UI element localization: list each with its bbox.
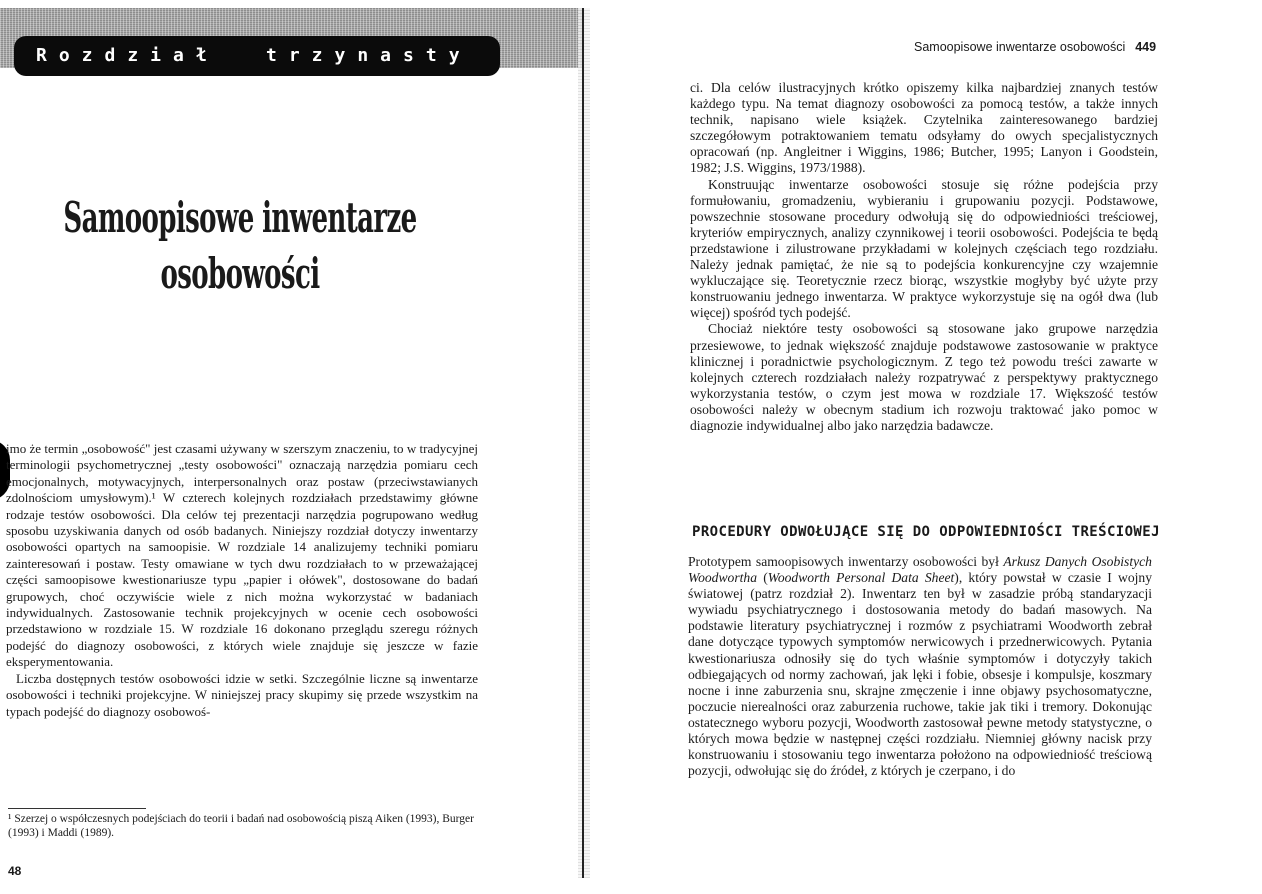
footnote-rule: [8, 808, 146, 809]
chapter-title-line2: osobowości: [160, 249, 320, 298]
chapter-label: Rozdział: [36, 45, 219, 66]
section-body-text: [688, 554, 1152, 779]
right-page-number: 449: [1135, 40, 1157, 54]
right-paragraph: Chociaż niektóre testy osobowości są stosowane jako grupowe narzędzia przesiewowe, to jednak większość znajduje podstawowe zastosowanie w praktyce klinicznej i poradnictwie psychologicznym. Z tego też powodu treści zawarte w kolejnych czterech rozdziałach należy rozpatrywać z perspektywy praktycznego wykorzystania testów, o czym jest mowa w rozdziale 17. Większość testów osobowości należy w obecnym stadium ich rozwoju traktować jako pomoc w diagnozie indywidualnej albo jako narzędzia badawcze.: [690, 321, 1158, 433]
section-text: Prototypem samoopisowych inwentarzy osobowości był: [688, 554, 1004, 569]
chapter-title-line1: Samoopisowe inwentarze: [63, 193, 417, 242]
section-text: (: [757, 570, 768, 586]
italic-title: Arkusz Danych Osobistych Woodwortha: [688, 554, 1152, 586]
left-page: [0, 0, 590, 894]
right-body-text: [690, 80, 1158, 434]
section-heading: PROCEDURY ODWOŁUJĄCE SIĘ DO ODPOWIEDNIOŚCI TREŚCIOWEJ: [692, 524, 1160, 540]
left-paragraph: Liczba dostępnych testów osobowości idzie w setki. Szczególnie liczne są inwentarze osobowości i techniki projekcyjne. W niniejszej pracy skupimy się przede wszystkim na typach podejść do diagnozy osobowoś-: [6, 670, 478, 719]
section-text: ), który powstał w czasie I wojny światowej (patrz rozdział 2). Inwentarz ten był w zasadzie próbą standaryzacji wywiadu psychiatrycznego i dostosowania metody do badań masowych. Na podstawie literatury psychiatrycznej i rozmów z psychiatrami Woodworth zebrał dane dotyczące typowych symptomów nerwicowych i przednerwicowych. Pytania kwestionariusza odnosiły się do tych właśnie symptomów i dotyczyły takich odbiegających od normy zachowań, jak lęki i fobie, obsesje i kompulsje, koszmary nocne i inne zaburzenia snu, skrajne zmęczenie i inne objawy psychosomatyczne, poczucie nierealności oraz zaburzenia ruchowe, takie jak tiki i tremory. Dokonując ostatecznego wyboru pozycji, Woodworth zastosował pewne metody statystyczne, o których mowa będzie w następnej części rozdziału. Niemniej główny nacisk przy konstruowaniu i stosowaniu tego inwentarza położono na odpowiedniość treściową pozycji, odwołując się do źródeł, z których je czerpano, i do: [688, 570, 1152, 779]
section-paragraph: [688, 554, 1152, 779]
italic-title: Woodworth Personal Data Sheet: [767, 570, 955, 586]
chapter-banner: [14, 36, 500, 76]
running-head-title: Samoopisowe inwentarze osobowości: [914, 40, 1126, 54]
left-paragraph: imo że termin „osobowość" jest czasami używany w szerszym znaczeniu, to w tradycyjnej terminologii psychometrycznej „testy osobowości" oznaczają narzędzia pomiaru cech emocjonalnych, motywacyjnych, interpersonalnych oraz postaw (przeciwstawianych zdolnościom umysłowym).¹ W czterech kolejnych rozdziałach przedstawimy główne rodzaje testów osobowości. Dla celów tej prezentacji narzędzia pogrupowano według sposobu uzyskiwania danych od osób badanych. Niniejszy rozdział dotyczy inwentarzy osobowości opartych na samoopisie. W rozdziale 14 analizujemy techniki pomiaru zainteresowań i postaw. Testy omawiane w tych dwu rozdziałach to w przeważającej części samoopisowe kwestionariusze typu „papier i ołówek", dostosowane do badań grupowych, choć oczywiście wiele z nich można wykorzystać w badaniach indywidualnych. Zastosowanie technik projekcyjnych w ocenie cech osobowości przedstawiono w rozdziale 15. W rozdziale 16 dokonano przeglądu szeregu różnych podejść do diagnozy osobowości, z których wiele znajduje się jeszcze w fazie eksperymentowania.: [6, 441, 478, 670]
chapter-number: trzynasty: [266, 45, 472, 66]
left-page-number: 48: [8, 864, 22, 878]
right-paragraph: Konstruując inwentarze osobowości stosuje się różne podejścia przy formułowaniu, gromadzeniu, wybieraniu i grupowaniu pozycji. Podstawowe, powszechnie stosowane procedury odwołują się do odpowiedniości treściowej, kryteriów empirycznych, analizy czynnikowej i teorii osobowości. Podejścia te będą przedstawione i zilustrowane przykładami w kolejnych częściach tego rozdziału. Należy jednak pamiętać, że nie są to podejścia konkurencyjne czy wzajemnie wykluczające się. Teoretycznie rzecz biorąc, wszystkie mogłyby być użyte przy konstruowaniu jednego inwentarza. W praktyce wykorzystuje się na ogół dwa (lub więcej) spośród tych podejść.: [690, 176, 1158, 321]
chapter-title: [63, 190, 417, 302]
running-head: [914, 40, 1156, 54]
right-paragraph: ci. Dla celów ilustracyjnych krótko opiszemy kilka najbardziej znanych testów każdego typu. Na temat diagnozy osobowości za pomocą testów, a także innych technik, napisano wiele książek. Czytelnika zainteresowanego bardziej szczegółowym potraktowaniem tematu odsyłamy do owych specjalistycznych opracowań (np. Angleitner i Wiggins, 1986; Butcher, 1995; Lanyon i Goodstein, 1982; J.S. Wiggins, 1973/1988).: [690, 80, 1158, 176]
left-body-text: [6, 441, 478, 720]
book-spine: [578, 8, 590, 878]
page-edge: [582, 8, 584, 878]
footnote: ¹ Szerzej o współczesnych podejściach do teorii i badań nad osobowością piszą Aiken (1993), Burger (1993) i Maddi (1989).: [8, 813, 474, 839]
